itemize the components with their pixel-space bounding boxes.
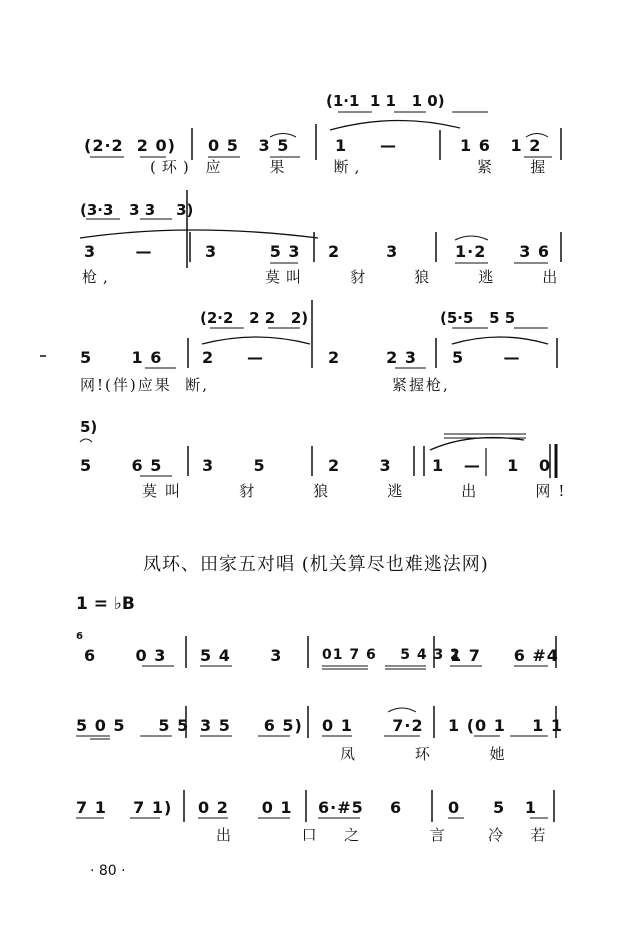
slur <box>455 236 488 240</box>
s1-lyrics-b: 紧 握 <box>477 158 552 176</box>
s3-lyrics-a: 网!(伴)应果 断, <box>80 376 210 394</box>
s2-lyrics-b: 莫叫 豺 狼 逃 出 <box>265 268 564 286</box>
slur <box>80 230 318 238</box>
s5-notes-d: 1 7 6 #4 <box>450 646 559 665</box>
s2-notes-d: 1·2 3 6 <box>455 242 551 261</box>
s7-notes-a: 7 1 7 1) <box>76 798 173 817</box>
s1-bracket-notes: (1·1 1 1 1 0) <box>326 92 445 110</box>
s1-notes-a: (2·2 2 0) <box>84 136 176 155</box>
s7-notes-c: 6·#5 6 <box>318 798 403 817</box>
s2-notes-b: 3 5 3 <box>205 242 301 261</box>
s6-notes-c: 0 1 7·2 <box>322 716 424 735</box>
s2-bracket-notes: (3·3 3 3 3) <box>80 201 194 219</box>
s6-notes-b: 3 5 6 5) <box>200 716 303 735</box>
page-number: · 80 · <box>90 863 126 879</box>
s1-lyrics-a: (环) 应 果 断, <box>150 158 366 176</box>
s1-notes-c: 1 — <box>335 136 397 155</box>
s7-lyrics-b: 冷 若 <box>488 826 552 844</box>
section-title: 凤环、田家五对唱 (机关算尽也难逃法网) <box>143 554 489 575</box>
s3-bracket-notes-b: (5·5 5 5 <box>440 309 516 327</box>
slur <box>526 134 548 138</box>
slur <box>80 439 92 442</box>
s3-notes-c: 2 2 3 <box>328 348 417 367</box>
s2-notes-a: 3 — <box>84 242 153 261</box>
s1-notes-b: 0 5 3 5 <box>208 136 290 155</box>
slur <box>330 120 460 130</box>
s1-notes-d: 1 6 1 2 <box>460 136 542 155</box>
s6-notes-a: 5 0 5 5 5 <box>76 716 190 735</box>
s4-notes-d: 1 — 1 0 <box>432 456 552 475</box>
s2-lyrics-a: 枪, <box>82 268 114 286</box>
s4-notes-b: 3 5 <box>202 456 266 475</box>
s4-notes-c: 2 3 <box>328 456 392 475</box>
slur <box>430 438 524 450</box>
s3-bracket-notes-a: (2·2 2 2 2) <box>200 309 309 327</box>
s7-notes-b: 0 2 0 1 <box>198 798 293 817</box>
s4-lyrics: 莫叫 豺 狼 逃 出 网! <box>142 482 573 500</box>
slur <box>452 337 548 344</box>
s5-notes-c: 01 7 6 5 4 3 2 <box>322 647 461 663</box>
s6-notes-d: 1 (0 1 1 1 <box>448 716 563 735</box>
s5-notes-a: 6 0 3 <box>84 646 167 665</box>
s3-notes-b: 2 — <box>202 348 264 367</box>
s3-notes-d: 5 — <box>452 348 521 367</box>
slur <box>202 337 310 344</box>
key-signature: 1 = ♭B <box>76 594 135 614</box>
s4-notes-a: 5 6 5 <box>80 456 163 475</box>
s5-grace-note: 6 <box>76 631 83 642</box>
s7-notes-d: 0 5 1 <box>448 798 537 817</box>
s4-bracket-notes: 5) <box>80 418 98 436</box>
s3-lyrics-b: 紧握枪, <box>392 376 450 394</box>
s2-notes-c: 2 3 <box>328 242 399 261</box>
s5-notes-b: 5 4 3 <box>200 646 283 665</box>
slur <box>270 134 296 138</box>
s6-lyrics: 凤 环 她 <box>340 745 511 763</box>
slur <box>388 708 416 712</box>
s3-notes-a: 5 1 6 <box>80 348 163 367</box>
s7-lyrics-a: 出 口 之 言 <box>216 826 451 844</box>
